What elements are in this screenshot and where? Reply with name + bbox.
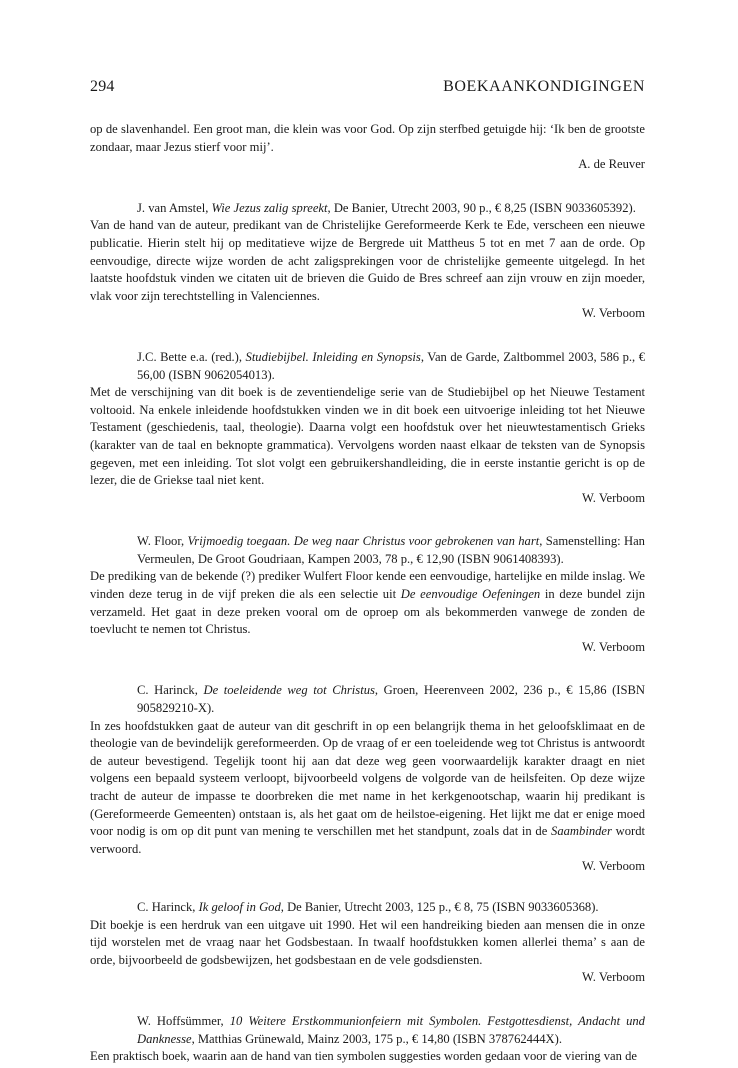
review-text-part: in deze bundel zijn verzameld. Het gaat in deze preken vooral om de oproep om als bekommerden vanwege de zonden de toevlucht te nemen tot Christus. [90,587,645,637]
book-citation [90,349,645,384]
book-announcement [90,349,645,507]
citation-details: , Matthias Grünewald, Mainz 2003, 175 p., € 14,80 (ISBN 378762444X). [191,1031,562,1046]
citation-title: Wie Jezus zalig spreekt [211,200,328,215]
running-head [90,78,645,102]
citation-title: De toeleidende weg tot Christus [203,683,375,698]
review-text [90,718,645,859]
review-text: Een praktisch boek, waarin aan de hand van tien symbolen suggesties worden gedaan voor de viering van de [90,1049,637,1064]
review-text-part: De prediking van de bekende (?) prediker Wulfert Floor kende een eenvoudige, hartelijke en milde inslag. We vinden deze terug in de vijf preken die als een selectie uit [90,569,645,602]
review-text: Van de hand van de auteur, predikant van de Christelijke Gereformeerde Kerk te Ede, verscheen een nieuwe publicatie. Hierin stelt hij op meditatieve wijze de Bergrede uit Mattheus 5 tot en met 7 aan de orde. Op eenvoudige, directe wijze worden de acht zaligsprekingen voor de christelijke gemeente uitgelegd. In het laatste hoofdstuk vinden we citaten uit de brieven die Guido de Bres schreef aan zijn vrouw en zijn moeder, vlak voor zijn terechtstelling in Valenciennes. [90,218,645,303]
book-announcement [90,533,645,656]
section-title: BOEKAANKONDIGINGEN [443,78,645,95]
reviewer-signature: W. Verboom [582,639,645,654]
review-italic-title: De eenvoudige Oefeningen [400,587,541,602]
book-announcement [90,682,645,876]
citation-author: C. Harinck, [137,683,204,698]
reviewer-signature: W. Verboom [582,970,645,985]
citation-author: J. van Amstel, [137,200,212,215]
citation-title: 10 Weitere Erstkommunionfeiern mit Symbolen. Festgottesdienst, Andacht und Danknesse [137,1013,645,1046]
reviewer-signature: W. Verboom [582,306,645,321]
review-text [90,568,645,638]
citation-title: Studiebijbel. Inleiding en Synopsis [245,349,421,364]
citation-author: W. Hoffsümmer, [137,1013,230,1028]
page [90,78,645,1066]
citation-author: W. Floor, [137,534,188,549]
citation-title: Ik geloof in God [198,899,281,914]
body-text [90,121,645,1066]
page-number: 294 [90,78,115,95]
review-text: Met de verschijning van dit boek is de zeventiendelige serie van de Studiebijbel op het Nieuwe Testament voltooid. Na enkele inleidende hoofdstukken vinden we in dit boek een uitvoerige inleiding tot het Nieuwe Testament (geschiedenis, taal, theologie). Daarna volgt een hoofdstuk over het nieuwtestamentisch Grieks (karakter van de taal en beknopte grammatica). Vervolgens worden naast elkaar de teksten van de Synopsis gegeven, met een inleiding. Tot slot volgt een gebruikershandleiding, die in eerste instantie gericht is op de lezer, die de Griekse taal niet kent. [90,385,645,488]
citation-author: C. Harinck, [137,899,199,914]
book-announcement [90,899,645,987]
book-announcement [90,200,645,323]
book-citation [90,200,645,218]
review-text: Dit boekje is een herdruk van een uitgave uit 1990. Het wil een handreiking bieden aan mensen die in onze tijd worstelen met de vraag naar het Godsbestaan. In twaalf hoofdstukken komen allerlei thema’ s aan de orde, bijvoorbeeld de godsbewijzen, het godsbestaan en de vele godsdiensten. [90,917,645,967]
citation-title: Vrijmoedig toegaan. De weg naar Christus voor gebrokenen van hart [187,534,540,549]
citation-details: , De Banier, Utrecht 2003, 90 p., € 8,25 (ISBN 9033605392). [327,200,636,215]
book-announcement [90,1013,645,1066]
review-text-part: In zes hoofdstukken gaat de auteur van dit geschrift in op een belangrijk thema in het geloofsklimaat en de theologie van de bevindelijk gereformeerden. Op de vraag of er een toeleidende weg tot Christus is antwoordt de auteur bevestigend. Tegelijk toont hij aan dat deze weg geen voorwaardelijk karakter draagt en niet volgens een bepaald systeem verloopt, bijvoorbeeld volgens de volgorde van de heilsfeiten. Op deze wijze tracht de auteur de impasse te doorbreken die met name in het kerkgenootschap, waarin hij predikant is (Gereformeerde Gemeenten) ontstaan is, als het gaat om de heilstoe-eigening. Het lijkt me dat er enige moed voor nodig is om op dit punt van mening te verschillen met het standpunt, zoals dat in de [90,718,645,839]
book-citation [90,682,645,717]
review-italic-title: Saambinder [551,824,612,839]
continued-review-text: op de slavenhandel. Een groot man, die klein was voor God. Op zijn sterfbed getuigde hij: ‘Ik ben de grootste zondaar, maar Jezus stierf voor mij’. [90,122,645,154]
reviewer-signature: W. Verboom [582,490,645,505]
review-text-part: wordt verwoord. [90,824,646,856]
citation-details: , Van de Garde, Zaltbommel 2003, 586 p., € 56,00 (ISBN 9062054013). [137,349,645,382]
citation-author: J.C. Bette e.a. (red.), [137,349,246,364]
citation-details: , Groen, Heerenveen 2002, 236 p., € 15,86 (ISBN 905829210-X). [137,683,645,716]
citation-details: , Samenstelling: Han Vermeulen, De Groot Goudriaan, Kampen 2003, 78 p., € 12,90 (ISBN 9061408393). [137,534,645,566]
citation-details: , De Banier, Utrecht 2003, 125 p., € 8, 75 (ISBN 9033605368). [280,899,599,914]
book-citation [90,1013,645,1048]
book-citation [90,899,645,917]
reviewer-signature: A. de Reuver [578,157,645,172]
reviewer-signature: W. Verboom [582,859,645,874]
book-citation [90,533,645,568]
